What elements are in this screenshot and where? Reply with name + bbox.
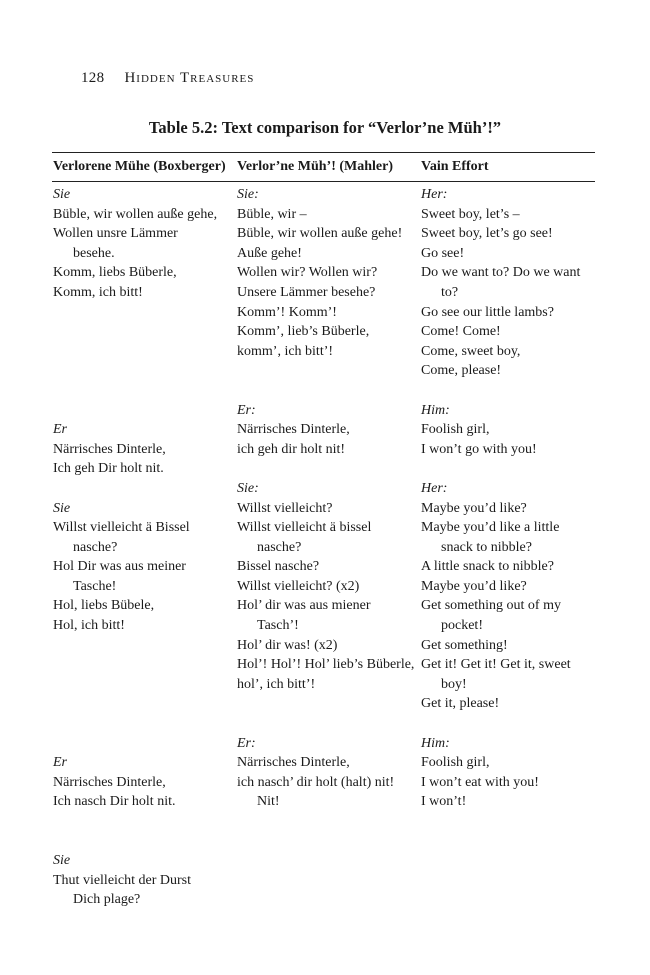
- stanza: [53, 753, 233, 851]
- verse-line: Go see!: [421, 245, 465, 261]
- stanza: [237, 185, 417, 401]
- verse-line: Maybe you’d like?: [421, 578, 527, 594]
- verse-line: Hol, liebs Bübele,: [53, 598, 155, 614]
- stanza: [421, 401, 596, 479]
- stanza-gap: [53, 812, 233, 832]
- verse-line: Auße gehe!: [237, 245, 302, 261]
- verse-line: Närrisches Dinterle,: [53, 441, 166, 457]
- stanza-gap: [53, 832, 233, 852]
- verse-line: Get it, please!: [421, 696, 500, 712]
- stanza-gap: [421, 459, 596, 479]
- stanza-gap: [53, 401, 233, 421]
- stanza: [421, 185, 596, 401]
- stanza-gap: [53, 303, 233, 323]
- stanza: [237, 734, 417, 812]
- verse-line: Hol’ dir was! (x2): [237, 637, 338, 653]
- speaker-label: Er: [53, 422, 67, 438]
- verse-line: Sweet boy, let’s go see!: [421, 226, 553, 242]
- verse-line: Hol’! Hol’! Hol’ lieb’s Büberle,: [237, 657, 415, 673]
- stanza-gap: [53, 636, 233, 656]
- stanza-gap: [53, 342, 233, 362]
- book-title: Hidden Treasures: [124, 70, 255, 86]
- verse-line: Get something out of my pocket!: [421, 598, 561, 634]
- column-header-translation: Vain Effort: [421, 159, 489, 174]
- stanza-gap: [237, 459, 417, 479]
- verse-line: hol’, ich bitt’!: [237, 676, 316, 692]
- stanza: [53, 420, 233, 498]
- verse-line: Büble, wir wollen auße gehe,: [53, 206, 218, 222]
- verse-line: I won’t eat with you!: [421, 774, 539, 790]
- verse-line: Do we want to? Do we want to?: [421, 265, 581, 300]
- verse-line: Närrisches Dinterle,: [53, 774, 166, 790]
- speaker-label: Sie: [53, 500, 71, 516]
- column-mahler: [237, 185, 417, 812]
- verse-line: Maybe you’d like a little snack to nibble?: [421, 520, 560, 555]
- verse-line: Hol, ich bitt!: [53, 618, 125, 634]
- stanza-gap: [237, 714, 417, 734]
- stanza-gap: [53, 675, 233, 695]
- stanza-gap: [53, 479, 233, 499]
- stanza: [53, 851, 233, 910]
- stanza: [421, 734, 596, 812]
- verse-line: Komm, liebs Büberle,: [53, 265, 177, 281]
- speaker-label: Him:: [421, 735, 450, 751]
- speaker-label: Er:: [237, 735, 256, 751]
- column-translation: [421, 185, 596, 812]
- stanza-gap: [237, 381, 417, 401]
- verse-line: Willst vielleicht? (x2): [237, 578, 360, 594]
- verse-line: Ich nasch Dir holt nit.: [53, 794, 176, 810]
- table-header-rule: [52, 181, 595, 182]
- verse-line: Get something!: [421, 637, 508, 653]
- verse-line: Go see our little lambs?: [421, 304, 554, 320]
- verse-line: Willst vielleicht ä Bissel nasche?: [53, 520, 190, 555]
- verse-line: Come! Come!: [421, 324, 501, 340]
- stanza-gap: [53, 694, 233, 714]
- speaker-label: Sie: [53, 853, 71, 869]
- stanza: [53, 185, 233, 420]
- verse-line: Willst vielleicht?: [237, 500, 333, 516]
- verse-line: Närrisches Dinterle,: [237, 422, 350, 438]
- verse-line: Bissel nasche?: [237, 559, 320, 575]
- verse-line: ich nasch’ dir holt (halt) nit! Nit!: [237, 774, 395, 810]
- column-header-mahler: Verlor’ne Müh’! (Mahler): [237, 159, 394, 174]
- stanza: [237, 479, 417, 734]
- stanza-gap: [53, 381, 233, 401]
- verse-line: Wollen unsre Lämmer besehe.: [53, 226, 178, 261]
- verse-line: Hol Dir was aus meiner Tasche!: [53, 559, 186, 594]
- stanza-gap: [53, 734, 233, 754]
- table-title: Table 5.2: Text comparison for “Verlor’ne Müh’!”: [148, 118, 502, 137]
- stanza: [53, 499, 233, 754]
- verse-line: Komm, ich bitt!: [53, 284, 143, 300]
- stanza-gap: [237, 361, 417, 381]
- column-boxberger: [53, 185, 233, 910]
- verse-line: Unsere Lämmer besehe?: [237, 284, 376, 300]
- verse-line: komm’, ich bitt’!: [237, 343, 334, 359]
- verse-line: Hol’ dir was aus miener Tasch’!: [237, 598, 371, 634]
- stanza-gap: [53, 322, 233, 342]
- verse-line: Maybe you’d like?: [421, 500, 527, 516]
- speaker-label: Sie:: [237, 480, 259, 496]
- speaker-label: Him:: [421, 402, 450, 418]
- verse-line: Ich geh Dir holt nit.: [53, 461, 164, 477]
- verse-line: Sweet boy, let’s –: [421, 206, 520, 222]
- speaker-label: Er: [53, 755, 67, 771]
- verse-line: Willst vielleicht ä bissel nasche?: [237, 520, 372, 555]
- speaker-label: Sie: [53, 187, 71, 202]
- speaker-label: Er:: [237, 402, 256, 418]
- table-top-rule: [52, 152, 595, 153]
- stanza: [421, 479, 596, 734]
- verse-line: Come, sweet boy,: [421, 343, 521, 359]
- stanza-gap: [53, 714, 233, 734]
- speaker-label: Her:: [421, 480, 448, 496]
- stanza-gap: [421, 714, 596, 734]
- verse-line: Get it! Get it! Get it, sweet boy!: [421, 657, 571, 692]
- stanza-gap: [53, 361, 233, 381]
- verse-line: A little snack to nibble?: [421, 559, 554, 575]
- verse-line: Foolish girl,: [421, 755, 490, 771]
- speaker-label: Sie:: [237, 187, 259, 202]
- verse-line: Närrisches Dinterle,: [237, 755, 350, 771]
- page-number: 128: [81, 70, 105, 86]
- verse-line: Komm’! Komm’!: [237, 304, 337, 320]
- stanza: [237, 401, 417, 479]
- verse-line: Foolish girl,: [421, 422, 490, 438]
- speaker-label: Her:: [421, 187, 448, 202]
- verse-line: Wollen wir? Wollen wir?: [237, 265, 378, 281]
- running-head: [81, 70, 254, 87]
- stanza-gap: [421, 381, 596, 401]
- column-header-boxberger: Verlorene Mühe (Boxberger): [53, 159, 226, 174]
- verse-line: Büble, wir wollen auße gehe!: [237, 226, 403, 242]
- verse-line: Come, please!: [421, 363, 502, 379]
- verse-line: I won’t!: [421, 794, 467, 810]
- stanza-gap: [53, 655, 233, 675]
- verse-line: I won’t go with you!: [421, 441, 537, 457]
- verse-line: Thut vielleicht der Durst Dich plage?: [53, 872, 192, 908]
- verse-line: ich geh dir holt nit!: [237, 441, 346, 457]
- verse-line: Komm’, lieb’s Büberle,: [237, 324, 370, 340]
- stanza-gap: [237, 694, 417, 714]
- verse-line: Büble, wir –: [237, 206, 307, 222]
